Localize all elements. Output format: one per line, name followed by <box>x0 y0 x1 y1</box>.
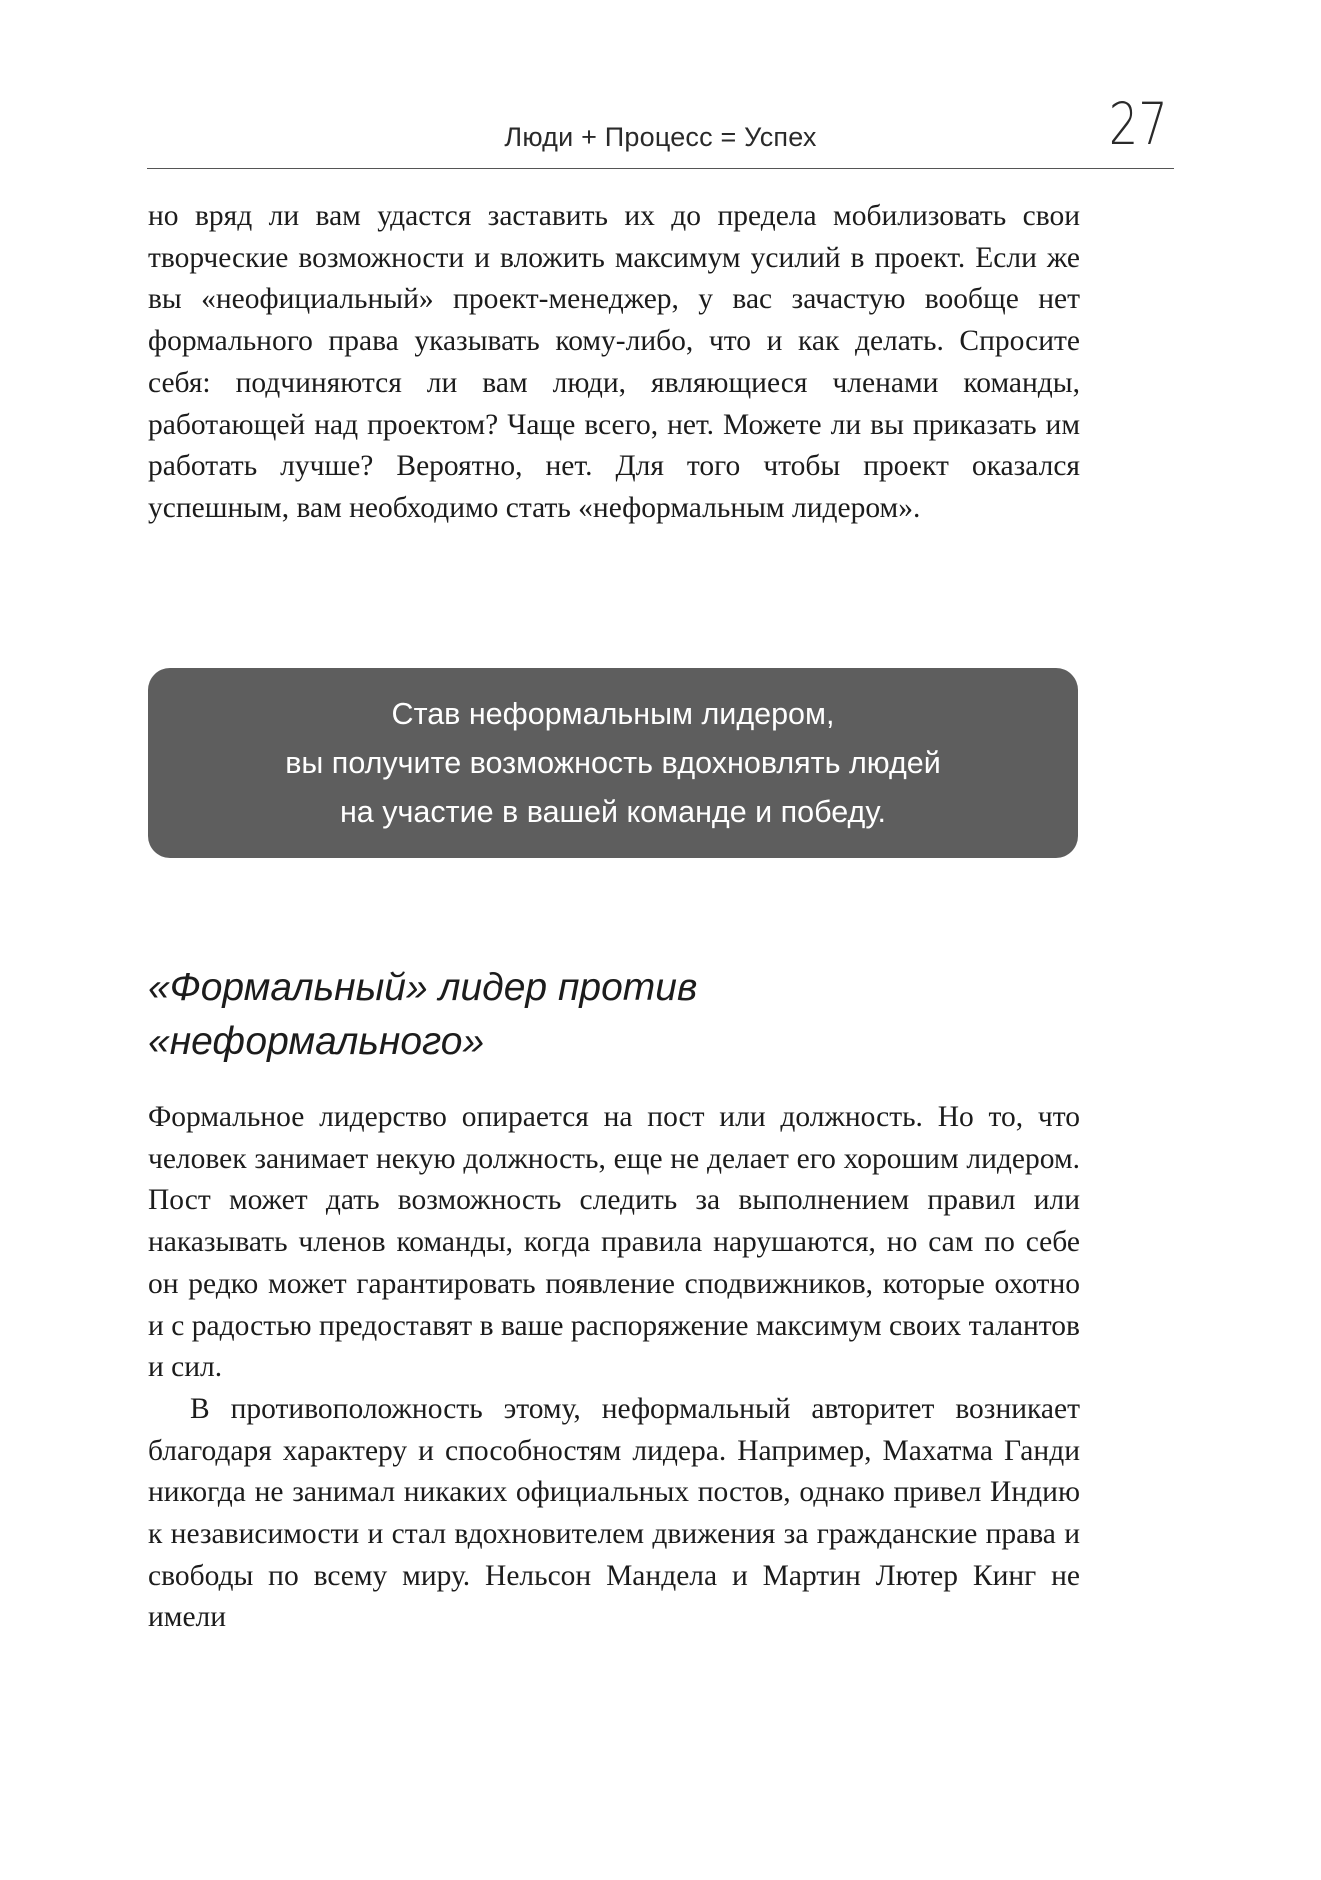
section-text-block <box>148 1097 1080 1639</box>
header-rule <box>147 168 1174 169</box>
intro-paragraph: но вряд ли вам удастся заставить их до предела мобилизовать свои творческие возможности и вложить максимум усилий в проект. Если же вы «неофициальный» проект-менеджер, у вас зачастую вообще нет формального права указывать кому-либо, что и как делать. Спросите себя: подчиняются ли вам люди, являющиеся членами команды, работающей над проектом? Чаще всего, нет. Можете ли вы приказать им работать лучше? Вероятно, нет. Для того чтобы проект оказался успешным, вам необходимо стать «неформальным лидером». <box>148 200 1080 524</box>
section-paragraph: Формальное лидерство опирается на пост или должность. Но то, что человек занимает некую должность, еще не делает его хорошим лидером. Пост может дать возможность следить за выполнением правил или наказывать членов команды, когда правила нарушаются, но сам по себе он редко может гарантировать появление сподвижников, которые охотно и с радостью предоставят в ваше распоряжение максимум своих талантов и сил. <box>148 1101 1080 1384</box>
section-heading-line: «Формальный» лидер против <box>148 966 698 1009</box>
callout-line: Став неформальным лидером, <box>391 696 835 731</box>
section-heading <box>148 961 697 1069</box>
callout-box <box>148 668 1078 858</box>
page-number: 27 <box>1108 90 1168 158</box>
section-paragraph: В противоположность этому, неформальный авторитет возникает благодаря характеру и способностям лидера. Например, Махатма Ганди никогда не занимал никаких официальных постов, однако привел Индию к независимости и стал вдохновителем движения за гражданские права и свободы по всему миру. Нельсон Мандела и Мартин Лютер Кинг не имели <box>148 1392 1080 1634</box>
section-heading-line: «неформального» <box>148 1020 485 1063</box>
intro-text-block <box>148 196 1080 530</box>
callout-line: вы получите возможность вдохновлять людей <box>285 745 941 780</box>
callout-line: на участие в вашей команде и победу. <box>339 794 887 829</box>
running-header-title: Люди + Процесс = Успех <box>504 122 817 152</box>
